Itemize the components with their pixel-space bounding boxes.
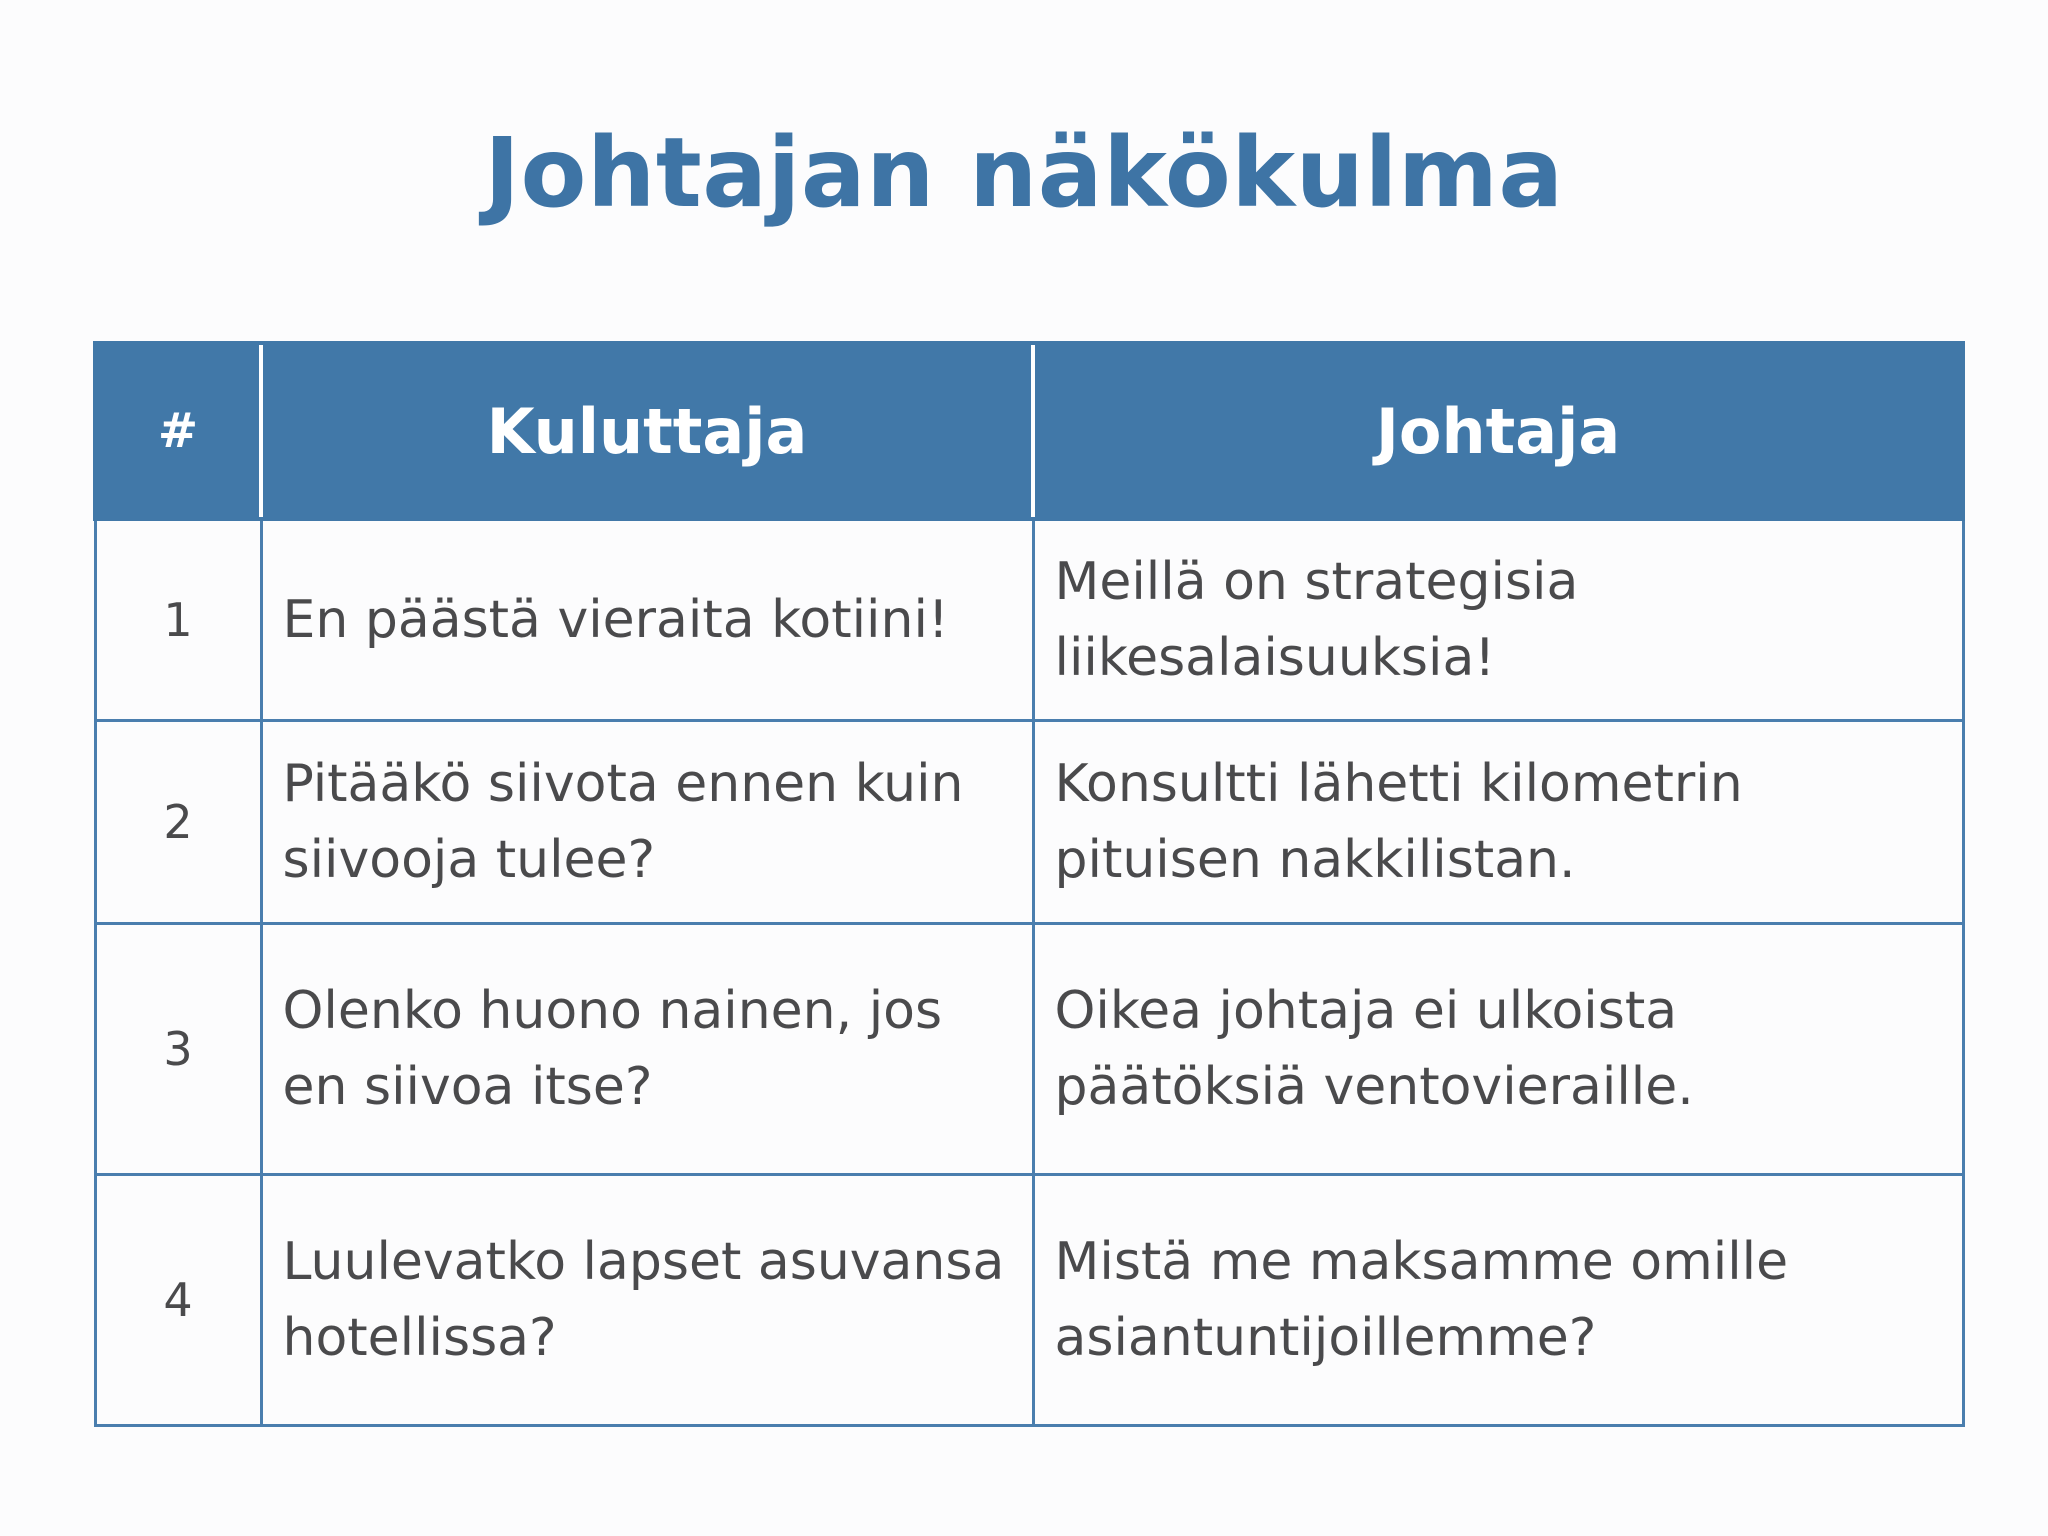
johtaja-cell: Oikea johtaja ei ulkoista päätöksiä ventovieraille. <box>1033 924 1963 1175</box>
row-number: 1 <box>95 519 261 721</box>
page-title: Johtajan näkökulma <box>484 117 1564 229</box>
table-row <box>95 1175 1963 1426</box>
header-kuluttaja: Kuluttaja <box>261 343 1033 519</box>
johtaja-cell: Meillä on strategisia liikesalaisuuksia! <box>1033 519 1963 721</box>
johtaja-cell: Konsultti lähetti kilometrin pituisen nakkilistan. <box>1033 721 1963 924</box>
table-header-row <box>95 343 1963 519</box>
kuluttaja-cell: Luulevatko lapset asuvansa hotellissa? <box>261 1175 1033 1426</box>
kuluttaja-cell: Olenko huono nainen, jos en siivoa itse? <box>261 924 1033 1175</box>
comparison-table <box>93 341 1965 1427</box>
row-number: 3 <box>95 924 261 1175</box>
header-johtaja: Johtaja <box>1033 343 1963 519</box>
row-number: 2 <box>95 721 261 924</box>
table-row <box>95 519 1963 721</box>
kuluttaja-cell: En päästä vieraita kotiini! <box>261 519 1033 721</box>
table-row <box>95 924 1963 1175</box>
kuluttaja-cell: Pitääkö siivota ennen kuin siivooja tulee? <box>261 721 1033 924</box>
header-number: # <box>95 343 261 519</box>
row-number: 4 <box>95 1175 261 1426</box>
table-row <box>95 721 1963 924</box>
johtaja-cell: Mistä me maksamme omille asiantuntijoillemme? <box>1033 1175 1963 1426</box>
